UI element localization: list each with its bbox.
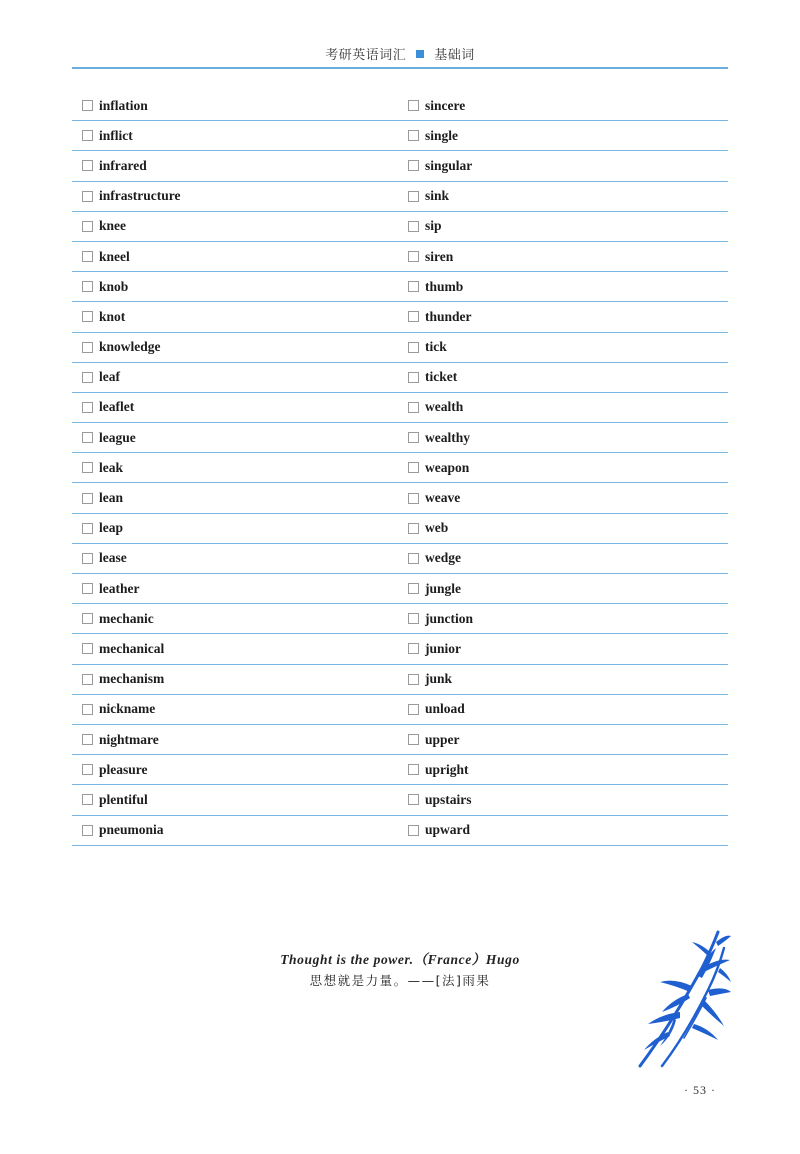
word-row bbox=[72, 634, 728, 664]
word-checkbox[interactable] bbox=[408, 221, 419, 232]
word-row bbox=[72, 785, 728, 815]
word-row bbox=[72, 333, 728, 363]
word-cell-left bbox=[72, 725, 400, 754]
word-cell-left bbox=[72, 604, 400, 633]
word-cell-right bbox=[400, 785, 728, 814]
word-cell-right bbox=[400, 604, 728, 633]
vocabulary-word: leap bbox=[99, 520, 124, 536]
word-checkbox[interactable] bbox=[82, 734, 93, 745]
vocabulary-word: mechanical bbox=[99, 640, 165, 656]
word-checkbox[interactable] bbox=[82, 342, 93, 353]
word-checkbox[interactable] bbox=[408, 432, 419, 443]
vocabulary-word: pneumonia bbox=[99, 822, 164, 838]
word-checkbox[interactable] bbox=[82, 825, 93, 836]
word-cell-left bbox=[72, 91, 400, 120]
vocabulary-word: knob bbox=[99, 278, 129, 294]
word-checkbox[interactable] bbox=[408, 613, 419, 624]
vocabulary-word: infrastructure bbox=[99, 188, 181, 204]
word-checkbox[interactable] bbox=[408, 825, 419, 836]
vocabulary-word: lean bbox=[99, 490, 124, 506]
word-checkbox[interactable] bbox=[82, 523, 93, 534]
word-checkbox[interactable] bbox=[408, 794, 419, 805]
word-cell-left bbox=[72, 333, 400, 362]
word-row bbox=[72, 604, 728, 634]
word-checkbox[interactable] bbox=[82, 130, 93, 141]
word-row bbox=[72, 574, 728, 604]
word-checkbox[interactable] bbox=[408, 462, 419, 473]
vocabulary-word: nickname bbox=[99, 701, 156, 717]
vocabulary-word: sip bbox=[425, 218, 442, 234]
word-checkbox[interactable] bbox=[408, 160, 419, 171]
word-row bbox=[72, 363, 728, 393]
word-cell-left bbox=[72, 151, 400, 180]
word-checkbox[interactable] bbox=[408, 100, 419, 111]
word-checkbox[interactable] bbox=[408, 402, 419, 413]
word-checkbox[interactable] bbox=[82, 493, 93, 504]
word-row bbox=[72, 483, 728, 513]
word-cell-right bbox=[400, 483, 728, 512]
vocabulary-word: junction bbox=[425, 610, 474, 626]
word-cell-left bbox=[72, 574, 400, 603]
header-rule bbox=[72, 67, 728, 69]
word-checkbox[interactable] bbox=[408, 553, 419, 564]
word-checkbox[interactable] bbox=[82, 311, 93, 322]
word-checkbox[interactable] bbox=[82, 643, 93, 654]
word-cell-left bbox=[72, 544, 400, 573]
word-cell-right bbox=[400, 695, 728, 724]
word-row bbox=[72, 423, 728, 453]
word-cell-right bbox=[400, 91, 728, 120]
word-cell-right bbox=[400, 242, 728, 271]
vocabulary-table bbox=[72, 91, 728, 846]
vocabulary-word: kneel bbox=[99, 248, 130, 264]
word-checkbox[interactable] bbox=[82, 704, 93, 715]
word-checkbox[interactable] bbox=[408, 130, 419, 141]
vocabulary-word: infrared bbox=[99, 157, 147, 173]
vocabulary-word: upstairs bbox=[425, 791, 472, 807]
vocabulary-word: junk bbox=[425, 671, 453, 687]
word-checkbox[interactable] bbox=[82, 462, 93, 473]
vocabulary-word: thunder bbox=[425, 308, 472, 324]
word-cell-right bbox=[400, 363, 728, 392]
word-row bbox=[72, 393, 728, 423]
word-row bbox=[72, 272, 728, 302]
vocabulary-word: weave bbox=[425, 490, 461, 506]
vocabulary-word: leaf bbox=[99, 369, 120, 385]
vocabulary-word: lease bbox=[99, 550, 127, 566]
word-checkbox[interactable] bbox=[408, 493, 419, 504]
word-cell-right bbox=[400, 816, 728, 845]
vocabulary-word: mechanism bbox=[99, 671, 165, 687]
word-cell-right bbox=[400, 393, 728, 422]
word-cell-left bbox=[72, 302, 400, 331]
word-row bbox=[72, 544, 728, 574]
vocabulary-word: wedge bbox=[425, 550, 461, 566]
vocabulary-word: sincere bbox=[425, 97, 466, 113]
word-cell-right bbox=[400, 544, 728, 573]
vocabulary-word: upright bbox=[425, 761, 469, 777]
header-book-title: 考研英语词汇 bbox=[325, 47, 407, 62]
word-cell-right bbox=[400, 212, 728, 241]
word-cell-right bbox=[400, 665, 728, 694]
quote-english: Thought is the power.（France）Hugo bbox=[280, 952, 520, 967]
word-cell-left bbox=[72, 483, 400, 512]
word-checkbox[interactable] bbox=[408, 643, 419, 654]
word-checkbox[interactable] bbox=[82, 674, 93, 685]
word-cell-left bbox=[72, 363, 400, 392]
word-row bbox=[72, 816, 728, 846]
word-row bbox=[72, 212, 728, 242]
word-checkbox[interactable] bbox=[82, 100, 93, 111]
vocabulary-word: leak bbox=[99, 459, 124, 475]
word-cell-right bbox=[400, 453, 728, 482]
word-cell-right bbox=[400, 121, 728, 150]
word-cell-left bbox=[72, 514, 400, 543]
vocabulary-word: ticket bbox=[425, 369, 458, 385]
word-cell-left bbox=[72, 423, 400, 452]
word-cell-right bbox=[400, 755, 728, 784]
word-checkbox[interactable] bbox=[408, 372, 419, 383]
word-checkbox[interactable] bbox=[82, 281, 93, 292]
vocabulary-word: jungle bbox=[425, 580, 462, 596]
word-row bbox=[72, 725, 728, 755]
word-row bbox=[72, 514, 728, 544]
vocabulary-word: wealthy bbox=[425, 429, 470, 445]
word-checkbox[interactable] bbox=[82, 402, 93, 413]
page-number: · 53 · bbox=[684, 1083, 716, 1097]
word-checkbox[interactable] bbox=[408, 734, 419, 745]
vocabulary-word: tick bbox=[425, 339, 447, 355]
word-cell-left bbox=[72, 393, 400, 422]
word-cell-right bbox=[400, 725, 728, 754]
vocabulary-word: single bbox=[425, 127, 459, 143]
word-row bbox=[72, 665, 728, 695]
word-checkbox[interactable] bbox=[82, 613, 93, 624]
vocabulary-word: plentiful bbox=[99, 791, 148, 807]
vocabulary-word: knowledge bbox=[99, 339, 161, 355]
word-checkbox[interactable] bbox=[408, 764, 419, 775]
word-cell-left bbox=[72, 634, 400, 663]
word-checkbox[interactable] bbox=[408, 342, 419, 353]
word-cell-left bbox=[72, 785, 400, 814]
running-header bbox=[0, 44, 800, 63]
word-cell-left bbox=[72, 665, 400, 694]
word-checkbox[interactable] bbox=[408, 191, 419, 202]
word-checkbox[interactable] bbox=[82, 583, 93, 594]
word-cell-right bbox=[400, 272, 728, 301]
word-cell-left bbox=[72, 182, 400, 211]
vocabulary-word: web bbox=[425, 520, 449, 536]
word-checkbox[interactable] bbox=[82, 251, 93, 262]
word-cell-left bbox=[72, 121, 400, 150]
word-checkbox[interactable] bbox=[408, 311, 419, 322]
word-row bbox=[72, 182, 728, 212]
word-checkbox[interactable] bbox=[408, 674, 419, 685]
vocabulary-word: leaflet bbox=[99, 399, 135, 415]
word-checkbox[interactable] bbox=[82, 191, 93, 202]
word-checkbox[interactable] bbox=[408, 281, 419, 292]
word-cell-left bbox=[72, 272, 400, 301]
word-cell-right bbox=[400, 574, 728, 603]
word-checkbox[interactable] bbox=[82, 553, 93, 564]
vocabulary-word: upward bbox=[425, 822, 471, 838]
vocabulary-word: siren bbox=[425, 248, 454, 264]
word-checkbox[interactable] bbox=[82, 432, 93, 443]
bamboo-illustration-icon bbox=[632, 928, 732, 1068]
header-section-title: 基础词 bbox=[434, 47, 475, 62]
vocabulary-word: wealth bbox=[425, 399, 464, 415]
vocabulary-word: inflict bbox=[99, 127, 133, 143]
word-row bbox=[72, 695, 728, 725]
vocabulary-word: inflation bbox=[99, 97, 148, 113]
word-cell-right bbox=[400, 423, 728, 452]
word-row bbox=[72, 302, 728, 332]
word-cell-left bbox=[72, 453, 400, 482]
word-checkbox[interactable] bbox=[82, 764, 93, 775]
word-row bbox=[72, 242, 728, 272]
vocabulary-word: singular bbox=[425, 157, 473, 173]
vocabulary-word: thumb bbox=[425, 278, 464, 294]
word-cell-left bbox=[72, 212, 400, 241]
vocabulary-word: unload bbox=[425, 701, 465, 717]
word-checkbox[interactable] bbox=[408, 251, 419, 262]
word-cell-right bbox=[400, 302, 728, 331]
word-row bbox=[72, 755, 728, 785]
word-cell-right bbox=[400, 333, 728, 362]
vocabulary-word: sink bbox=[425, 188, 450, 204]
quote-chinese: 思想就是力量。——[法]雨果 bbox=[309, 973, 491, 988]
word-cell-right bbox=[400, 182, 728, 211]
word-cell-right bbox=[400, 514, 728, 543]
word-checkbox[interactable] bbox=[408, 523, 419, 534]
header-square-icon bbox=[416, 50, 424, 58]
word-checkbox[interactable] bbox=[408, 583, 419, 594]
word-row bbox=[72, 151, 728, 181]
word-checkbox[interactable] bbox=[82, 221, 93, 232]
vocabulary-word: junior bbox=[425, 640, 462, 656]
vocabulary-word: pleasure bbox=[99, 761, 148, 777]
word-checkbox[interactable] bbox=[82, 372, 93, 383]
vocabulary-word: mechanic bbox=[99, 610, 154, 626]
word-row bbox=[72, 121, 728, 151]
vocabulary-word: nightmare bbox=[99, 731, 159, 747]
word-cell-right bbox=[400, 151, 728, 180]
word-cell-left bbox=[72, 816, 400, 845]
vocabulary-word: weapon bbox=[425, 459, 470, 475]
word-checkbox[interactable] bbox=[408, 704, 419, 715]
word-row bbox=[72, 91, 728, 121]
vocabulary-word: league bbox=[99, 429, 136, 445]
word-cell-right bbox=[400, 634, 728, 663]
word-cell-left bbox=[72, 755, 400, 784]
vocabulary-word: knee bbox=[99, 218, 126, 234]
word-row bbox=[72, 453, 728, 483]
word-cell-left bbox=[72, 242, 400, 271]
word-checkbox[interactable] bbox=[82, 160, 93, 171]
vocabulary-word: knot bbox=[99, 308, 126, 324]
word-checkbox[interactable] bbox=[82, 794, 93, 805]
vocabulary-word: upper bbox=[425, 731, 460, 747]
word-cell-left bbox=[72, 695, 400, 724]
vocabulary-word: leather bbox=[99, 580, 140, 596]
